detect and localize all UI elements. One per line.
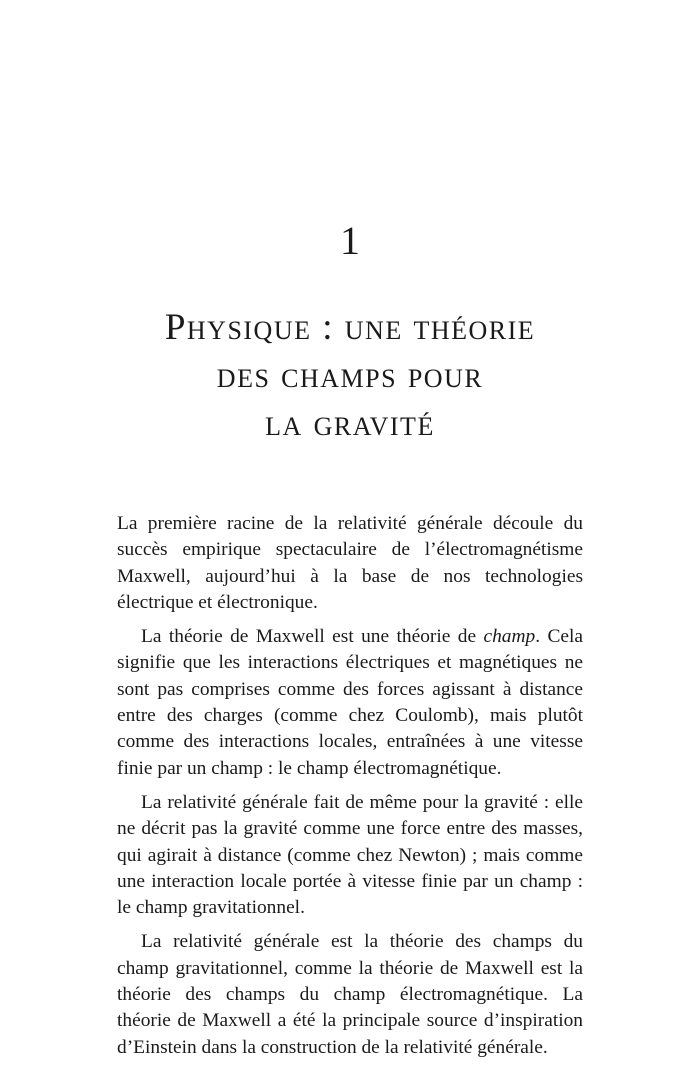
paragraph: La première racine de la relativité générale découle du succès empirique spectaculaire de l’électromagnétisme Maxwell, aujourd’hui à la base de nos technologies électrique et électronique. <box>117 513 583 613</box>
paragraph: La relativité générale fait de même pour la gravité : elle ne décrit pas la gravité comme une force entre des masses, qui agirait à distance (comme chez Newton) ; mais comme une interaction locale portée à vitesse finie par un champ : le champ gravitationnel. <box>117 791 583 919</box>
chapter-title <box>0 304 700 448</box>
paragraph <box>117 624 583 782</box>
chapter-number: 1 <box>340 218 360 263</box>
body-text <box>117 511 583 1069</box>
paragraph-text: La théorie de Maxwell est une théorie de <box>141 626 484 648</box>
chapter-title-line: Physique : une théorie <box>164 307 536 348</box>
chapter-title-line: des champs pour <box>216 355 484 396</box>
emphasis-text: champ <box>483 626 536 648</box>
paragraph: La relativité générale est la théorie des champs du champ gravitationnel, comme la théorie de Maxwell est la théorie des champs du champ électromagnétique. La théorie de Maxwell a été la principale source d’inspiration d’Einstein dans la construction de la relativité générale. <box>117 931 583 1058</box>
paragraph-text: . Cela signifie que les interactions électriques et magnétiques ne sont pas comprises comme des forces agissant à distance entre des charges (comme chez Coulomb), mais plutôt comme des interactions locales, entraînées à une vitesse finie par un champ : le champ électromagnétique. <box>117 626 583 779</box>
chapter-title-line: la gravité <box>265 403 435 444</box>
